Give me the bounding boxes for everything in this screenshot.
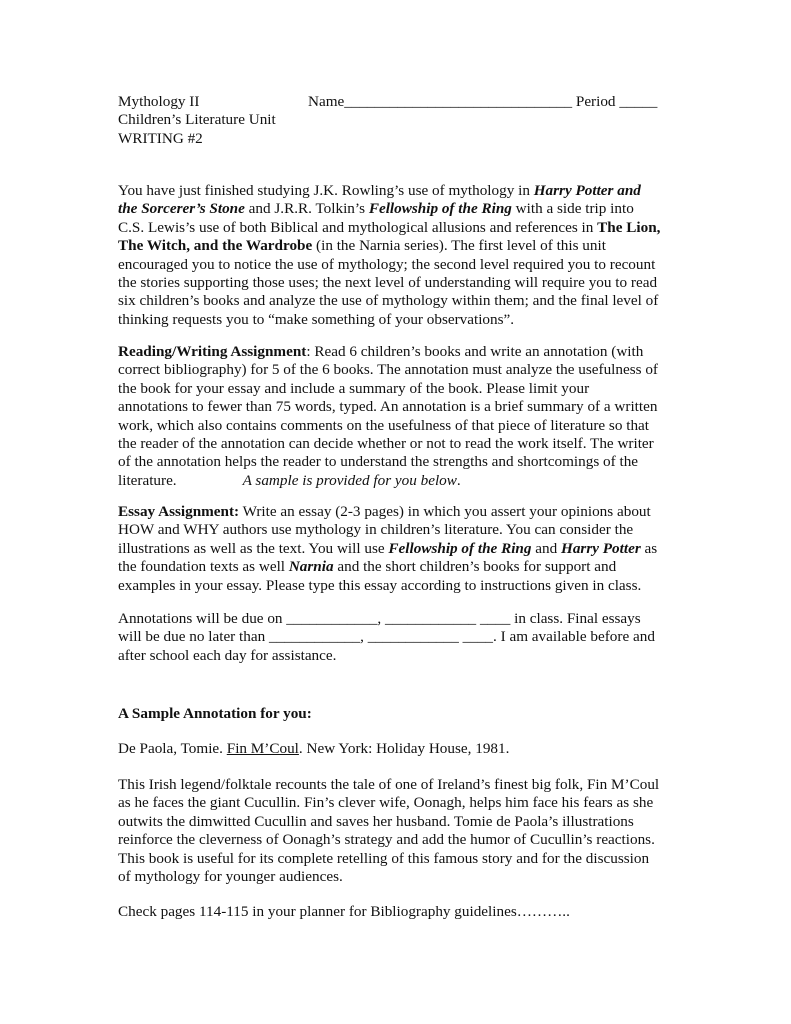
- reading-line-4: annotations to fewer than 75 words, typed. An annotation is a brief summary of a written: [118, 398, 658, 416]
- due-dates-paragraph: [118, 610, 678, 665]
- intro-line-1: [118, 182, 678, 200]
- book-title-lion: The Lion,: [597, 218, 661, 236]
- name-period-field: Name______________________________ Period _____: [308, 93, 658, 110]
- intro-line-7: six children’s books and analyze the use of mythology within them; and the final level of: [118, 292, 659, 310]
- citation-line: [118, 740, 678, 758]
- reading-heading: Reading/Writing Assignment: [118, 343, 307, 360]
- citation: [118, 740, 678, 758]
- citation-author: De Paola, Tomie.: [118, 740, 227, 757]
- course-title: Mythology II: [118, 93, 200, 110]
- intro-line-2: [118, 200, 678, 218]
- essay-heading: Essay Assignment:: [118, 503, 240, 520]
- essay-text: Write an essay (2-3 pages) in which you assert your opinions about: [239, 503, 651, 520]
- due-line-1: Annotations will be due on ____________, ____________ ____ in class. Final essays: [118, 610, 641, 627]
- bibliography-note: [118, 903, 678, 921]
- sample-heading: A Sample Annotation for you:: [118, 705, 312, 722]
- intro-text: and J.R.R. Tolkin’s: [244, 200, 369, 218]
- reading-assignment-paragraph: [118, 343, 678, 490]
- intro-paragraph: [118, 182, 678, 329]
- sample-line-3: outwits the dimwitted Cucullin and saves her husband. Tomie de Paola’s illustrations: [118, 812, 634, 830]
- sample-line-1: This Irish legend/folktale recounts the tale of one of Ireland’s finest big folk, Fin M’Coul: [118, 776, 660, 793]
- due-line-2: will be due no later than ____________, ____________ ____. I am available before and: [118, 628, 655, 646]
- sample-section: [118, 705, 678, 723]
- reading-line-5: work, which also contains comments on the usefulness of that piece of literature so that: [118, 416, 649, 434]
- check-pages-line: Check pages 114-115 in your planner for Bibliography guidelines………..: [118, 903, 570, 920]
- book-title-narnia: Narnia: [288, 558, 334, 576]
- sample-note: A sample is provided for you below: [242, 471, 457, 489]
- essay-text: and: [531, 539, 561, 557]
- citation-publisher: . New York: Holiday House, 1981.: [298, 740, 510, 757]
- reading-line-8: [118, 472, 678, 490]
- sample-line-2: as he faces the giant Cucullin. Fin’s clever wife, Oonagh, helps him face his fears as she: [118, 794, 654, 812]
- assignment-title: WRITING #2: [118, 129, 203, 147]
- book-title-witch-wardrobe: The Witch, and the Wardrobe: [118, 237, 313, 255]
- reading-text: : Read 6 children’s books and write an annotation (with: [306, 343, 644, 360]
- reading-line-7: of the annotation helps the reader to understand the strengths and shortcomings of the: [118, 453, 639, 471]
- essay-text: and the short children’s books for support and: [333, 558, 617, 576]
- essay-assignment-paragraph: [118, 503, 678, 595]
- sample-annotation: [118, 776, 678, 886]
- essay-line-2: HOW and WHY authors use mythology in children’s literature. You can consider the: [118, 521, 634, 539]
- sample-line-6: of mythology for younger audiences.: [118, 868, 343, 886]
- book-title-fellowship: Fellowship of the Ring: [368, 200, 512, 218]
- reading-line-1: [118, 343, 678, 361]
- citation-title: Fin M’Coul: [226, 740, 299, 757]
- intro-line-6: the stories supporting those uses; the next level of understanding will require you to read: [118, 274, 658, 292]
- intro-text: (in the Narnia series). The first level of this unit: [312, 237, 606, 255]
- intro-text: You have just finished studying J.K. Rowling’s use of mythology in: [118, 182, 534, 199]
- reading-text: literature.: [118, 471, 177, 489]
- book-title-harry-potter: Harry Potter: [561, 539, 641, 557]
- book-title-fellowship: Fellowship of the Ring: [388, 539, 532, 557]
- essay-line-5: examples in your essay. Please type this essay according to instructions given in class.: [118, 576, 642, 594]
- reading-line-2: correct bibliography) for 5 of the 6 books. The annotation must analyze the usefulness of: [118, 361, 658, 379]
- book-title-harry-potter: Harry Potter and: [533, 182, 641, 199]
- essay-text: the foundation texts as well: [118, 558, 289, 576]
- essay-text: as: [640, 539, 658, 557]
- reading-line-3: the book for your essay and include a summary of the book. Please limit your: [118, 379, 590, 397]
- essay-line-1: [118, 503, 678, 521]
- reading-line-6: the reader of the annotation can decide whether or not to read the work itself. The writer: [118, 435, 654, 453]
- intro-line-3: [118, 219, 678, 237]
- essay-line-3: [118, 540, 678, 558]
- book-title-sorcerers-stone: the Sorcerer’s Stone: [118, 200, 245, 218]
- sample-line-4: reinforce the cleverness of Oonagh’s strategy and add the humor of Cucullin’s reactions.: [118, 831, 655, 849]
- essay-line-4: [118, 558, 678, 576]
- reading-text: .: [456, 471, 461, 489]
- sample-line-5: This book is useful for its complete retelling of this famous story and for the discussion: [118, 849, 650, 867]
- essay-text: illustrations as well as the text. You will use: [118, 539, 389, 557]
- intro-line-4: [118, 237, 678, 255]
- intro-line-5: encouraged you to notice the use of mythology; the second level required you to recount: [118, 255, 656, 273]
- unit-title: Children’s Literature Unit: [118, 111, 276, 129]
- intro-line-8: thinking requests you to “make something of your observations”.: [118, 310, 515, 328]
- due-line-3: after school each day for assistance.: [118, 646, 337, 664]
- intro-text: C.S. Lewis’s use of both Biblical and mythological allusions and references in: [118, 218, 598, 236]
- intro-text: with a side trip into: [511, 200, 634, 218]
